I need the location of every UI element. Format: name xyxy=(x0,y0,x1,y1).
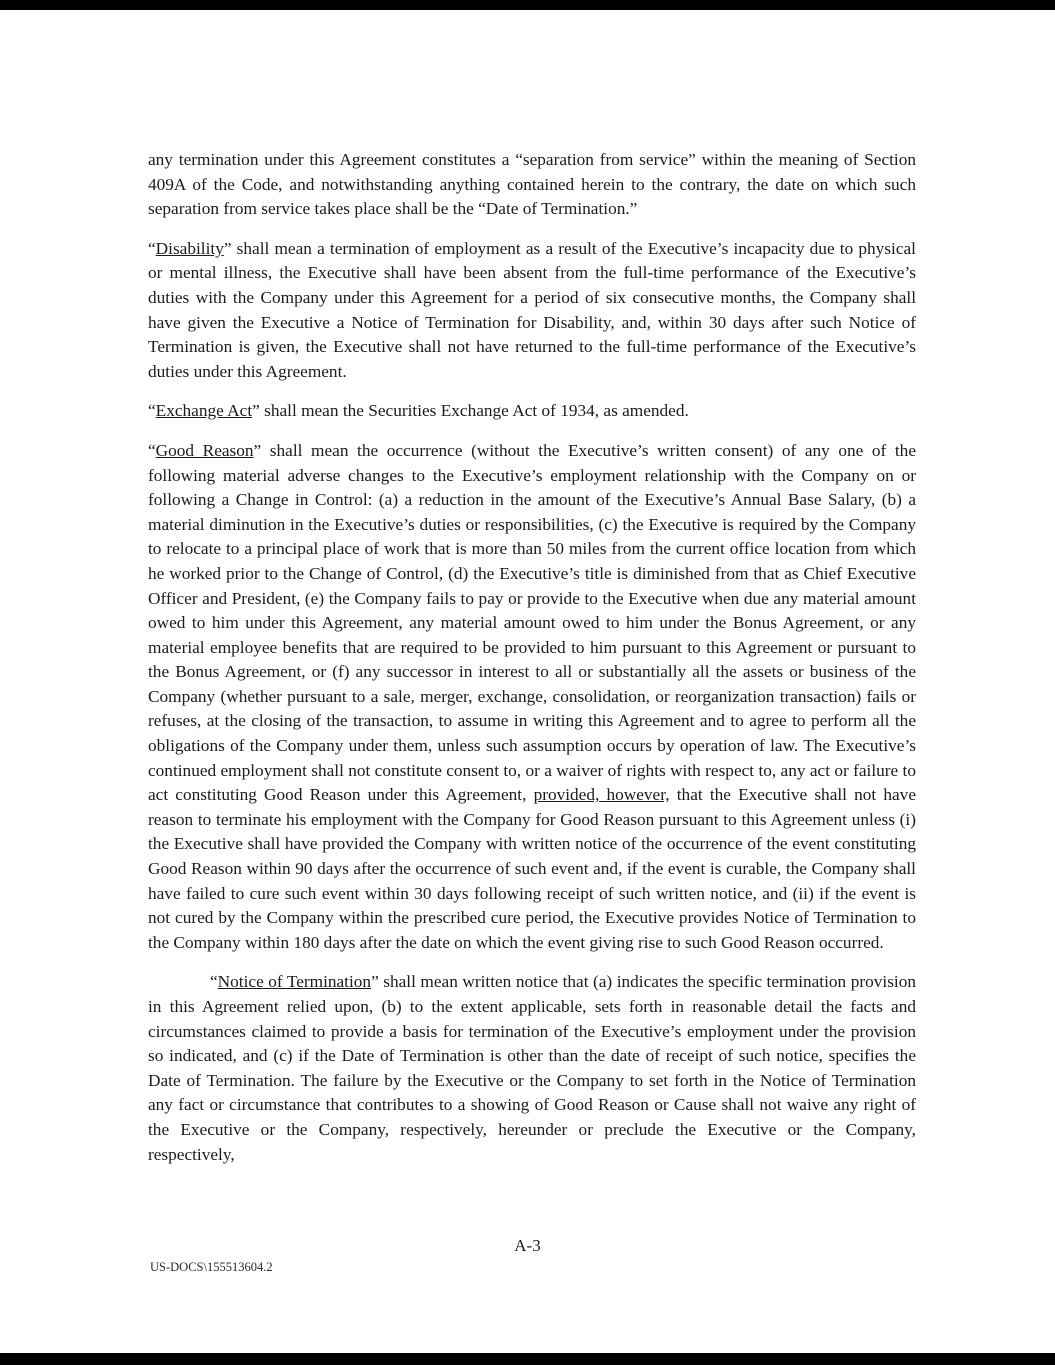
page-number: A-3 xyxy=(514,1236,541,1255)
paragraph-good-reason-definition xyxy=(148,439,916,955)
open-quote: “ xyxy=(148,238,156,258)
scan-edge-top xyxy=(0,0,1055,10)
open-quote: “ xyxy=(210,972,218,992)
defined-term-good-reason: Good Reason xyxy=(155,440,254,460)
defined-term-exchange-act: Exchange Act xyxy=(155,401,253,421)
open-quote: “ xyxy=(148,401,156,421)
document-control-number: US-DOCS\155513604.2 xyxy=(150,1260,273,1274)
paragraph-text: ” shall mean a termination of employment as a result of the Executive’s incapacity due to physical or mental illness, the Executive shall have been absent from the full-time performance of the Executive’s duties with the Company under this Agreement for a period of six consecutive months, the Company shall have given the Executive a Notice of Termination for Disability, and, within 30 days after such Notice of Termination is given, the Executive shall not have returned to the full-time performance of the Executive’s duties under this Agreement. xyxy=(148,238,916,381)
paragraph-disability-definition xyxy=(148,237,916,385)
scan-edge-bottom xyxy=(0,1353,1055,1365)
paragraph-text: ” shall mean written notice that (a) indicates the specific termination provision in this Agreement relied upon, (b) to the extent applicable, sets forth in reasonable detail the facts and circumstances claimed to provide a basis for termination of the Executive’s employment under the provision so indicated, and (c) if the Date of Termination is other than the date of receipt of such notice, specifies the Date of Termination. The failure by the Executive or the Company to set forth in the Notice of Termination any fact or circumstance that contributes to a showing of Good Reason or Cause shall not waive any right of the Executive or the Company, respectively, hereunder or preclude the Executive or the Company, respectively, xyxy=(148,972,916,1164)
open-quote: “ xyxy=(148,440,156,460)
paragraph-text: that the Executive shall not have reason to terminate his employment with the Company for Good Reason pursuant to this Agreement unless (i) the Executive shall have provided the Company with written notice of the occurrence of the event constituting Good Reason within 90 days after the occurrence of such event and, if the event is curable, the Company shall have failed to cure such event within 30 days following receipt of such written notice, and (ii) if the event is not cured by the Company within the prescribed cure period, the Executive provides Notice of Termination to the Company within 180 days after the date on which the event giving rise to such Good Reason occurred. xyxy=(148,785,916,952)
defined-term-notice-of-termination: Notice of Termination xyxy=(217,972,372,992)
paragraph-notice-of-termination-definition xyxy=(148,970,916,1167)
paragraph-text: ” shall mean the occurrence (without the Executive’s written consent) of any one of the following material adverse changes to the Executive’s employment relationship with the Company on or following a Change in Control: (a) a reduction in the amount of the Executive’s Annual Base Salary, (b) a material diminution in the Executive’s duties or responsibilities, (c) the Executive is required by the Company to relocate to a principal place of work that is more than 50 miles from the current office location from which he worked prior to the Change of Control, (d) the Executive’s title is diminished from that as Chief Executive Officer and President, (e) the Company fails to pay or provide to the Executive when due any material amount owed to him under this Agreement, any material amount owed to him under the Bonus Agreement, or any material employee benefits that are required to be provided to him pursuant to this Agreement or pursuant to the Bonus Agreement, or (f) any successor in interest to all or substantially all the assets or business of the Company (whether pursuant to a sale, merger, exchange, consolidation, or reorganization transaction) fails or refuses, at the closing of the transaction, to assume in writing this Agreement and to agree to perform all the obligations of the Company under them, unless such assumption occurs by operation of law. The Executive’s continued employment shall not constitute consent to, or a waiver of rights with respect to, any act or failure to act constituting Good Reason under this Agreement, xyxy=(148,440,916,805)
paragraph-text: any termination under this Agreement constitutes a “separation from service” within the meaning of Section 409A of the Code, and notwithstanding anything contained herein to the contrary, the date on which such separation from service takes place shall be the “Date of Termination.” xyxy=(148,150,916,219)
paragraph-separation-from-service xyxy=(148,148,916,222)
proviso-provided-however: provided, however, xyxy=(533,785,670,805)
defined-term-disability: Disability xyxy=(155,238,224,258)
page-body xyxy=(148,148,916,1182)
paragraph-text: ” shall mean the Securities Exchange Act of 1934, as amended. xyxy=(252,401,689,421)
paragraph-exchange-act-definition xyxy=(148,399,916,424)
